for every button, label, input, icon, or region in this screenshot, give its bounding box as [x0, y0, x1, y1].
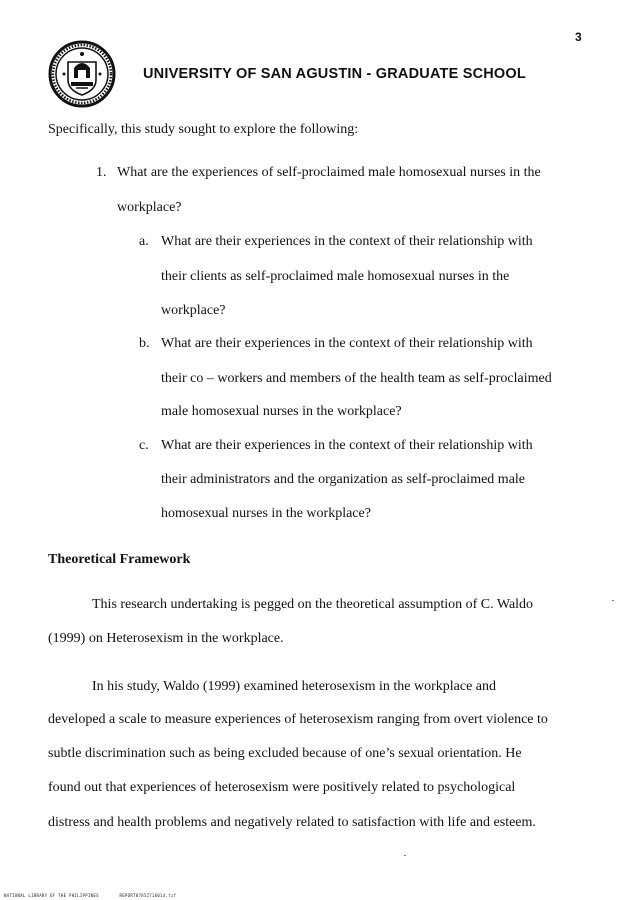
question-1b-label: b. [139, 336, 150, 351]
university-header-title: UNIVERSITY OF SAN AGUSTIN - GRADUATE SCHOOL [143, 66, 526, 82]
paragraph-2-line-4: found out that experiences of heterosexism were positively related to psychological [48, 780, 516, 795]
paragraph-1-line-2: (1999) on Heterosexism in the workplace. [48, 631, 284, 646]
paragraph-2-line-3: subtle discrimination such as being excluded because of one’s sexual orientation. He [48, 746, 522, 761]
question-1c-line-3: homosexual nurses in the workplace? [161, 506, 371, 521]
intro-line: Specifically, this study sought to explore the following: [48, 122, 359, 137]
question-1-number: 1. [96, 165, 107, 180]
question-1-line-1: What are the experiences of self-proclaimed male homosexual nurses in the [117, 165, 541, 180]
paragraph-2-line-5: distress and health problems and negatively related to satisfaction with life and esteem. [48, 815, 536, 830]
question-1c-label: c. [139, 438, 149, 453]
question-1b-line-2: their co – workers and members of the health team as self-proclaimed [161, 371, 552, 386]
question-1b-line-3: male homosexual nurses in the workplace? [161, 404, 402, 419]
page-number: 3 [575, 30, 582, 44]
scan-speck [404, 855, 406, 856]
scan-footer-right: REPORT07852716014.tif [119, 893, 177, 898]
question-1c-line-1: What are their experiences in the context of their relationship with [161, 438, 533, 453]
question-1a-line-1: What are their experiences in the context of their relationship with [161, 234, 533, 249]
question-1-line-2: workplace? [117, 200, 182, 215]
question-1a-label: a. [139, 234, 149, 249]
question-1a-line-3: workplace? [161, 303, 226, 318]
scan-speck [612, 600, 614, 601]
paragraph-2-line-2: developed a scale to measure experiences of heterosexism ranging from overt violence to [48, 712, 548, 727]
section-heading: Theoretical Framework [48, 552, 191, 567]
scan-footer [4, 893, 176, 898]
question-1c-line-2: their administrators and the organization as self-proclaimed male [161, 472, 526, 487]
question-1a-line-2: their clients as self-proclaimed male homosexual nurses in the [161, 269, 510, 284]
paragraph-1-line-1: This research undertaking is pegged on the theoretical assumption of C. Waldo [92, 597, 534, 612]
paragraph-2-line-1: In his study, Waldo (1999) examined heterosexism in the workplace and [92, 679, 496, 694]
question-1b-line-1: What are their experiences in the context of their relationship with [161, 336, 533, 351]
university-seal-icon [48, 40, 116, 108]
scan-footer-left: NATIONAL LIBRARY OF THE PHILIPPINES [4, 893, 99, 898]
